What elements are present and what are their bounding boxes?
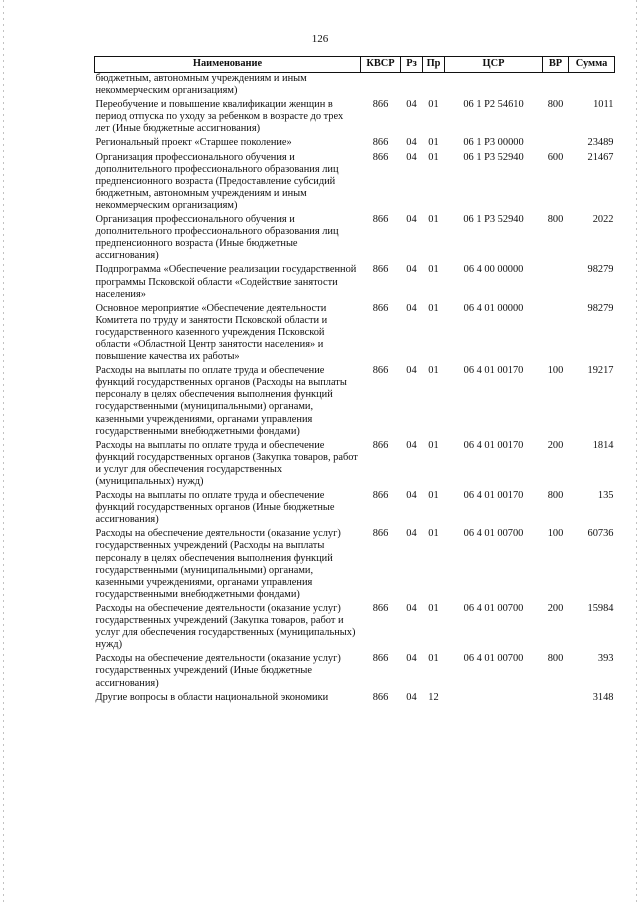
cell-kvsr: 866 bbox=[372, 214, 389, 226]
cell-pr: 01 bbox=[428, 302, 439, 314]
cell-name: Расходы на обеспечение деятельности (оказание услуг) государственных учреждений (Иные бюджетные ассигнования) bbox=[95, 653, 341, 689]
cell-name: Расходы на обеспечение деятельности (оказание услуг) государственных учреждений (Расходы на выплаты персоналу в целях обеспечения выполнения функций государственными (муниципальными) органами, казенными учреждениями, органами управления государственными внебюджетными фондами) bbox=[95, 528, 341, 600]
cell-vr: 100 bbox=[547, 365, 564, 377]
cell-sum: 21467 bbox=[587, 151, 614, 163]
cell-csr bbox=[445, 692, 543, 706]
cell-vr bbox=[543, 264, 569, 302]
cell-rz bbox=[401, 73, 423, 100]
cell-kvsr: 866 bbox=[372, 264, 389, 276]
table-row bbox=[95, 692, 615, 706]
table-header bbox=[95, 57, 615, 73]
cell-name: Расходы на выплаты по оплате труда и обеспечение функций государственных органов (Иные бюджетные ассигнования) bbox=[95, 490, 335, 526]
cell-csr: 06 4 01 00700 bbox=[463, 602, 524, 614]
cell-csr: 06 4 01 00170 bbox=[463, 365, 524, 377]
cell-pr: 01 bbox=[428, 99, 439, 111]
cell-kvsr: 866 bbox=[372, 365, 389, 377]
cell-sum: 1814 bbox=[592, 439, 614, 451]
cell-rz: 04 bbox=[406, 137, 417, 149]
cell-pr: 01 bbox=[428, 602, 439, 614]
cell-name: Организация профессионального обучения и дополнительного профессионального образования лиц предпенсионного возраста (Предоставление субсидий бюджетным, автономным учреждениям и иным некоммерческим организациям) bbox=[95, 151, 339, 211]
cell-kvsr: 866 bbox=[372, 151, 389, 163]
cell-csr: 06 4 01 00700 bbox=[463, 653, 524, 665]
cell-vr: 200 bbox=[547, 602, 564, 614]
cell-sum: 19217 bbox=[587, 365, 614, 377]
cell-pr: 01 bbox=[428, 137, 439, 149]
cell-rz: 04 bbox=[406, 528, 417, 540]
cell-pr: 01 bbox=[428, 439, 439, 451]
cell-vr bbox=[543, 73, 569, 100]
cell-rz: 04 bbox=[406, 99, 417, 111]
cell-name: Переобучение и повышение квалификации женщин в период отпуска по уходу за ребенком в возрасте до трех лет (Иные бюджетные ассигнования) bbox=[95, 99, 344, 135]
cell-csr: 06 4 01 00000 bbox=[463, 302, 524, 314]
cell-sum: 1011 bbox=[593, 99, 614, 111]
cell-csr: 06 4 00 00000 bbox=[463, 264, 524, 276]
cell-csr: 06 4 01 00170 bbox=[463, 490, 524, 502]
cell-name: бюджетным, автономным учреждениям и иным некоммерческим организациям) bbox=[95, 73, 307, 97]
cell-kvsr: 866 bbox=[372, 490, 389, 502]
cell-pr: 01 bbox=[428, 151, 439, 163]
cell-sum: 15984 bbox=[587, 602, 614, 614]
cell-vr: 800 bbox=[547, 653, 564, 665]
table-row bbox=[95, 73, 615, 100]
cell-pr: 01 bbox=[428, 264, 439, 276]
header-name: Наименование bbox=[95, 57, 361, 73]
cell-rz: 04 bbox=[406, 602, 417, 614]
table-row bbox=[95, 365, 615, 440]
cell-name: Другие вопросы в области национальной экономики bbox=[95, 691, 329, 703]
header-vr: ВР bbox=[543, 57, 569, 73]
cell-pr bbox=[423, 73, 445, 100]
table-row bbox=[95, 653, 615, 691]
cell-rz: 04 bbox=[406, 151, 417, 163]
cell-vr: 800 bbox=[547, 214, 564, 226]
table-row bbox=[95, 603, 615, 653]
cell-vr: 100 bbox=[547, 528, 564, 540]
table-row bbox=[95, 490, 615, 528]
cell-kvsr bbox=[361, 73, 401, 100]
table-row bbox=[95, 99, 615, 137]
cell-rz: 04 bbox=[406, 653, 417, 665]
header-row bbox=[95, 57, 615, 73]
table-row bbox=[95, 440, 615, 490]
table-row bbox=[95, 152, 615, 214]
cell-kvsr: 866 bbox=[372, 528, 389, 540]
table-row bbox=[95, 137, 615, 151]
cell-sum bbox=[569, 73, 615, 100]
cell-csr: 06 1 P3 52940 bbox=[463, 151, 524, 163]
cell-kvsr: 866 bbox=[372, 691, 389, 703]
cell-rz: 04 bbox=[406, 490, 417, 502]
cell-name: Организация профессионального обучения и дополнительного профессионального образования лиц предпенсионного возраста (Иные бюджетные ассигнования) bbox=[95, 214, 339, 262]
header-rz: Рз bbox=[401, 57, 423, 73]
page-number: 126 bbox=[311, 33, 329, 45]
cell-sum: 98279 bbox=[587, 264, 614, 276]
cell-name: Расходы на обеспечение деятельности (оказание услуг) государственных учреждений (Закупка товаров, работ и услуг для обеспечения государственных (муниципальных) нужд) bbox=[95, 602, 356, 651]
cell-sum: 135 bbox=[597, 490, 614, 502]
header-sum: Сумма bbox=[569, 57, 615, 73]
cell-kvsr: 866 bbox=[372, 439, 389, 451]
cell-kvsr: 866 bbox=[372, 602, 389, 614]
header-kvsr: КВСР bbox=[361, 57, 401, 73]
cell-name: Расходы на выплаты по оплате труда и обеспечение функций государственных органов (Закупка товаров, работ и услуг для обеспечения государственных (муниципальных) нужд) bbox=[95, 439, 358, 487]
cell-vr bbox=[543, 303, 569, 365]
cell-name: Подпрограмма «Обеспечение реализации государственной программы Псковской области «Содействие занятости населения» bbox=[95, 264, 357, 300]
table-row bbox=[95, 214, 615, 264]
table-row bbox=[95, 264, 615, 302]
cell-csr: 06 1 P3 52940 bbox=[463, 214, 524, 226]
header-pr: Пр bbox=[423, 57, 445, 73]
cell-kvsr: 866 bbox=[372, 99, 389, 111]
cell-sum: 393 bbox=[597, 653, 614, 665]
cell-vr bbox=[543, 692, 569, 706]
cell-rz: 04 bbox=[406, 302, 417, 314]
cell-kvsr: 866 bbox=[372, 653, 389, 665]
cell-rz: 04 bbox=[406, 439, 417, 451]
cell-csr: 06 1 P3 00000 bbox=[463, 137, 524, 149]
cell-vr: 600 bbox=[547, 151, 564, 163]
cell-pr: 01 bbox=[428, 365, 439, 377]
cell-pr: 01 bbox=[428, 214, 439, 226]
cell-vr: 800 bbox=[547, 490, 564, 502]
cell-kvsr: 866 bbox=[372, 137, 389, 149]
cell-csr bbox=[445, 73, 543, 100]
cell-rz: 04 bbox=[406, 691, 417, 703]
cell-pr: 01 bbox=[428, 528, 439, 540]
cell-sum: 60736 bbox=[587, 528, 614, 540]
cell-rz: 04 bbox=[406, 365, 417, 377]
scan-edge-right bbox=[636, 0, 637, 905]
table-body bbox=[95, 73, 615, 706]
cell-vr: 800 bbox=[547, 99, 564, 111]
cell-name: Основное мероприятие «Обеспечение деятельности Комитета по труду и занятости Псковской области и государственного казенного учреждения Псковской области «Областной Центр занятости населения» и повышение качества их работы» bbox=[95, 302, 328, 363]
header-csr: ЦСР bbox=[445, 57, 543, 73]
cell-kvsr: 866 bbox=[372, 302, 389, 314]
cell-sum: 23489 bbox=[587, 137, 614, 149]
cell-name: Расходы на выплаты по оплате труда и обеспечение функций государственных органов (Расходы на выплаты персоналу в целях обеспечения выполнения функций государственными (муниципальными) органами, казенными учреждениями, органами управления государственными внебюджетными фондами) bbox=[95, 365, 347, 437]
cell-pr: 01 bbox=[428, 653, 439, 665]
cell-name: Региональный проект «Старшее поколение» bbox=[95, 137, 292, 149]
table-row bbox=[95, 303, 615, 365]
cell-pr: 01 bbox=[428, 490, 439, 502]
table-row bbox=[95, 528, 615, 603]
cell-rz: 04 bbox=[406, 264, 417, 276]
cell-sum: 3148 bbox=[592, 691, 614, 703]
cell-vr: 200 bbox=[547, 439, 564, 451]
scan-edge-left bbox=[3, 0, 4, 905]
cell-sum: 98279 bbox=[587, 302, 614, 314]
budget-table bbox=[94, 56, 615, 706]
cell-rz: 04 bbox=[406, 214, 417, 226]
cell-pr: 12 bbox=[428, 691, 439, 703]
cell-sum: 2022 bbox=[592, 214, 614, 226]
cell-vr bbox=[543, 137, 569, 151]
cell-csr: 06 1 P2 54610 bbox=[463, 99, 524, 111]
cell-csr: 06 4 01 00700 bbox=[463, 528, 524, 540]
cell-csr: 06 4 01 00170 bbox=[463, 439, 524, 451]
